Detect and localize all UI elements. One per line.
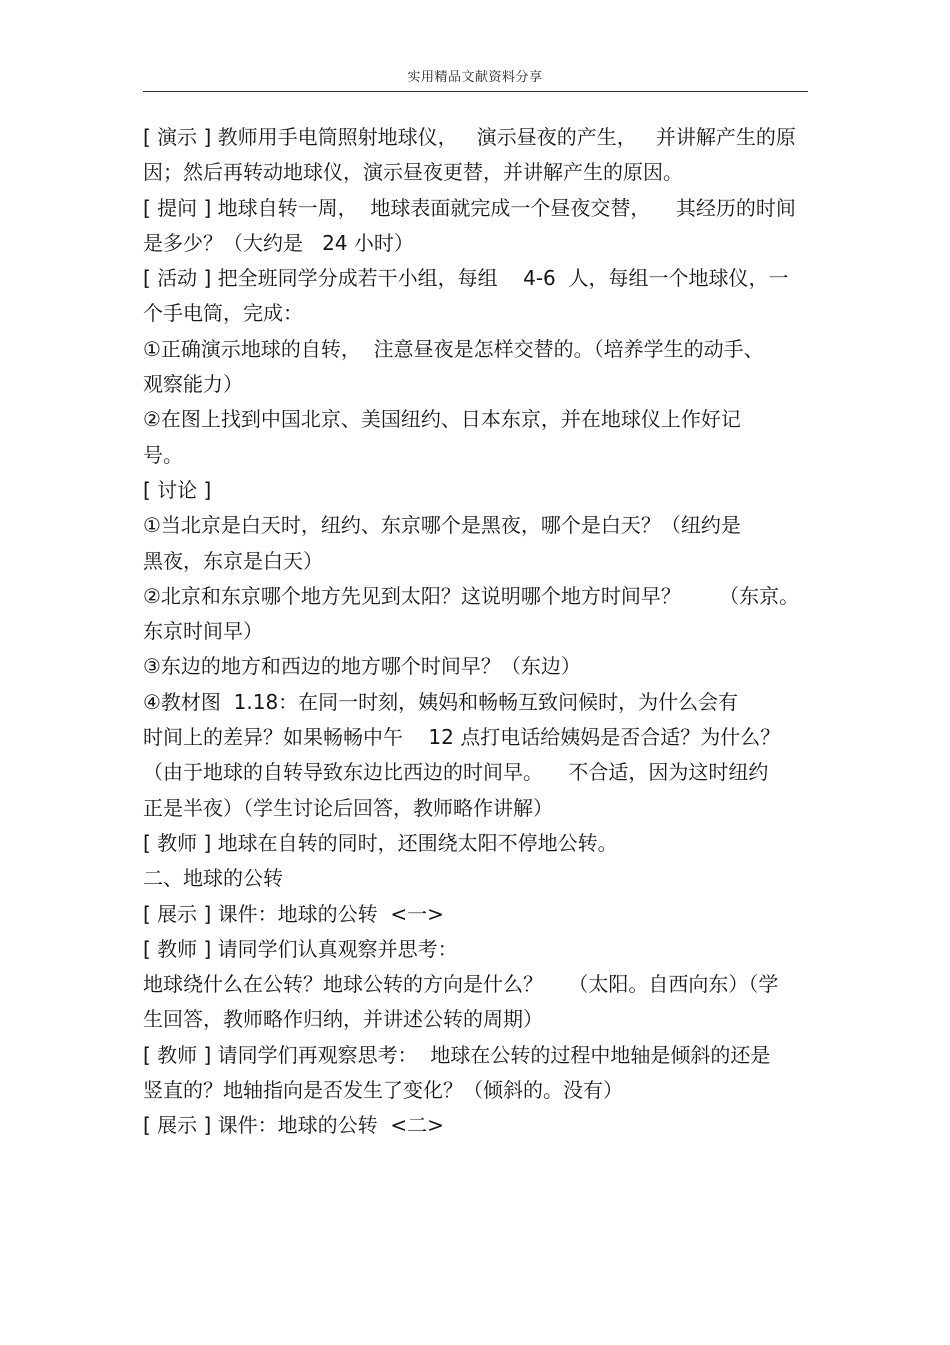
- text-line: 个手电筒，完成：: [143, 301, 303, 326]
- text-line: ③东边的地方和西边的地方哪个时间早？（东边）: [143, 654, 581, 679]
- text-line: [ 教师 ] 地球在自转的同时，还围绕太阳不停地公转。: [143, 830, 618, 855]
- text-line: [ 提问 ] 地球自转一周， 地球表面就完成一个昼夜交替， 其经历的时间: [143, 195, 796, 220]
- text-line: ②在图上找到中国北京、美国纽约、日本东京，并在地球仪上作好记: [143, 407, 741, 432]
- text-line: [ 展示 ] 课件：地球的公转 <一>: [143, 901, 444, 926]
- text-line: 黑夜，东京是白天）: [143, 548, 323, 573]
- header-divider: [143, 91, 808, 92]
- text-line: 东京时间早）: [143, 619, 263, 644]
- text-line: [ 活动 ] 把全班同学分成若干小组，每组 4-6 人，每组一个地球仪，一: [143, 266, 789, 291]
- text-line: [ 教师 ] 请同学们认真观察并思考：: [143, 936, 458, 961]
- text-line: 生回答，教师略作归纳，并讲述公转的周期）: [143, 1007, 543, 1032]
- document-body: [143, 120, 833, 1144]
- text-line: [ 讨论 ]: [143, 477, 212, 502]
- text-line: ①正确演示地球的自转， 注意昼夜是怎样交替的。（培养学生的动手、: [143, 336, 764, 361]
- text-line: ②北京和东京哪个地方先见到太阳？这说明哪个地方时间早？ （东京。: [143, 583, 800, 608]
- text-line: [ 教师 ] 请同学们再观察思考： 地球在公转的过程中地轴是倾斜的还是: [143, 1042, 771, 1067]
- text-line: 号。: [143, 442, 183, 467]
- text-line: 是多少？（大约是 24 小时）: [143, 230, 414, 255]
- text-line: （由于地球的自转导致东边比西边的时间早。 不合适，因为这时纽约: [143, 760, 769, 785]
- text-line: [ 演示 ] 教师用手电筒照射地球仪， 演示昼夜的产生， 并讲解产生的原: [143, 125, 796, 149]
- text-line: 竖直的？地轴指向是否发生了变化？（倾斜的。没有）: [143, 1078, 623, 1103]
- text-line: ④教材图 1.18：在同一时刻，姨妈和畅畅互致问候时，为什么会有: [143, 689, 739, 714]
- text-line: 时间上的差异？如果畅畅中午 12 点打电话给姨妈是否合适？为什么？: [143, 725, 781, 750]
- page-header-title: 实用精品文献资料分享: [407, 70, 543, 85]
- text-line: [ 展示 ] 课件：地球的公转 <二>: [143, 1113, 444, 1138]
- text-line: 正是半夜）（学生讨论后回答，教师略作讲解）: [143, 795, 553, 820]
- section-heading: 二、地球的公转: [143, 866, 283, 891]
- text-line: ①当北京是白天时，纽约、东京哪个是黑夜，哪个是白天？（纽约是: [143, 513, 741, 538]
- text-line: 因；然后再转动地球仪，演示昼夜更替，并讲解产生的原因。: [143, 160, 683, 185]
- text-line: 观察能力）: [143, 372, 243, 397]
- text-line: 地球绕什么在公转？地球公转的方向是什么？ （太阳。自西向东）（学: [143, 972, 779, 997]
